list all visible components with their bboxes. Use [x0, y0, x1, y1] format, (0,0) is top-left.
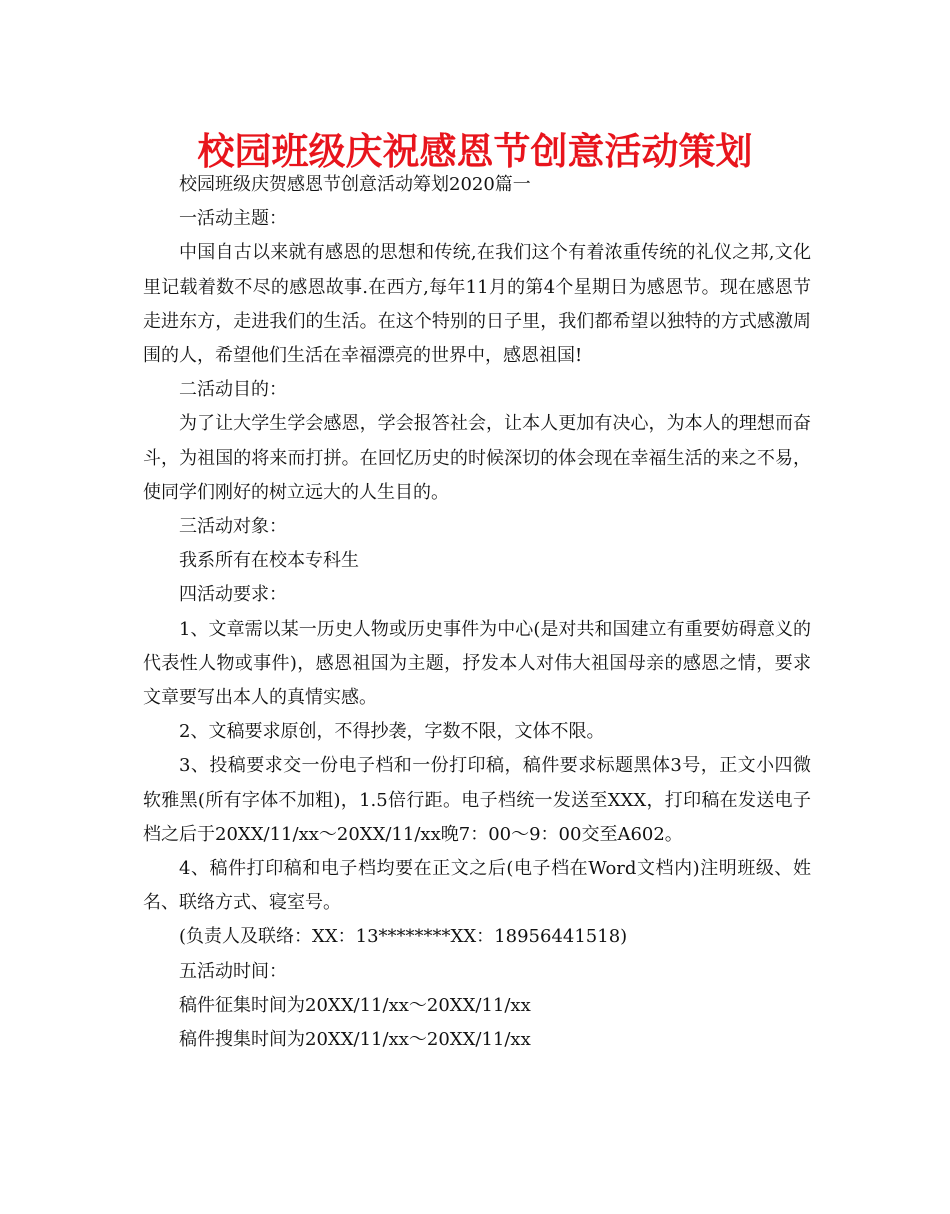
document-title: 校园班级庆祝感恩节创意活动策划	[197, 130, 753, 173]
paragraph-subtitle: 校园班级庆贺感恩节创意活动筹划2020篇一	[179, 174, 531, 195]
paragraph-target: 我系所有在校本专科生	[179, 550, 359, 572]
heading-activity-purpose: 二活动目的：	[179, 379, 287, 401]
heading-activity-target: 三活动对象：	[179, 516, 287, 538]
heading-activity-requirements: 四活动要求：	[179, 584, 287, 606]
paragraph-contact: (负责人及联络：XX：13********XX：18956441518)	[179, 926, 628, 948]
paragraph-collection-time: 稿件征集时间为20XX/11/xx～20XX/11/xx	[179, 994, 531, 1016]
paragraph-requirement-1: 1、文章需以某一历史人物或历史事件为中心(是对共和国建立有重要妨碍意义的代表性人物或事件)，感恩祖国为主题，抒发本人对伟大祖国母亲的感恩之情，要求文章要写出本人的真情实感。	[143, 618, 811, 709]
heading-activity-time: 五活动时间：	[179, 960, 287, 982]
paragraph-theme: 中国自古以来就有感恩的思想和传统,在我们这个有着浓重传统的礼仪之邦,文化里记载着数不尽的感恩故事.在西方,每年11月的第4个星期日为感恩节。现在感恩节走进东方，走进我们的生活。在这个特别的日子里，我们都希望以独特的方式感激周围的人，希望他们生活在幸福漂亮的世界中，感恩祖国!	[143, 242, 811, 367]
heading-activity-theme: 一活动主题：	[179, 208, 287, 230]
paragraph-purpose: 为了让大学生学会感恩，学会报答社会，让本人更加有决心，为本人的理想而奋斗，为祖国的将来而打拼。在回忆历史的时候深切的体会现在幸福生活的来之不易，使同学们刚好的树立远大的人生目的。	[143, 413, 811, 503]
paragraph-gathering-time: 稿件搜集时间为20XX/11/xx～20XX/11/xx	[179, 1029, 531, 1051]
paragraph-requirement-4: 4、稿件打印稿和电子档均要在正文之后(电子档在Word文档内)注明班级、姓名、联络方式、寝室号。	[143, 858, 811, 914]
document-body	[143, 168, 811, 1057]
paragraph-requirement-3: 3、投稿要求交一份电子档和一份打印稿，稿件要求标题黑体3号，正文小四微软雅黑(所有字体不加粗)，1.5倍行距。电子档统一发送至XXX，打印稿在发送电子档之后于20XX/11/xx～20XX/11/xx晚7：00～9：00交至A602。	[143, 755, 811, 845]
paragraph-requirement-2: 2、文稿要求原创，不得抄袭，字数不限，文体不限。	[179, 721, 605, 743]
